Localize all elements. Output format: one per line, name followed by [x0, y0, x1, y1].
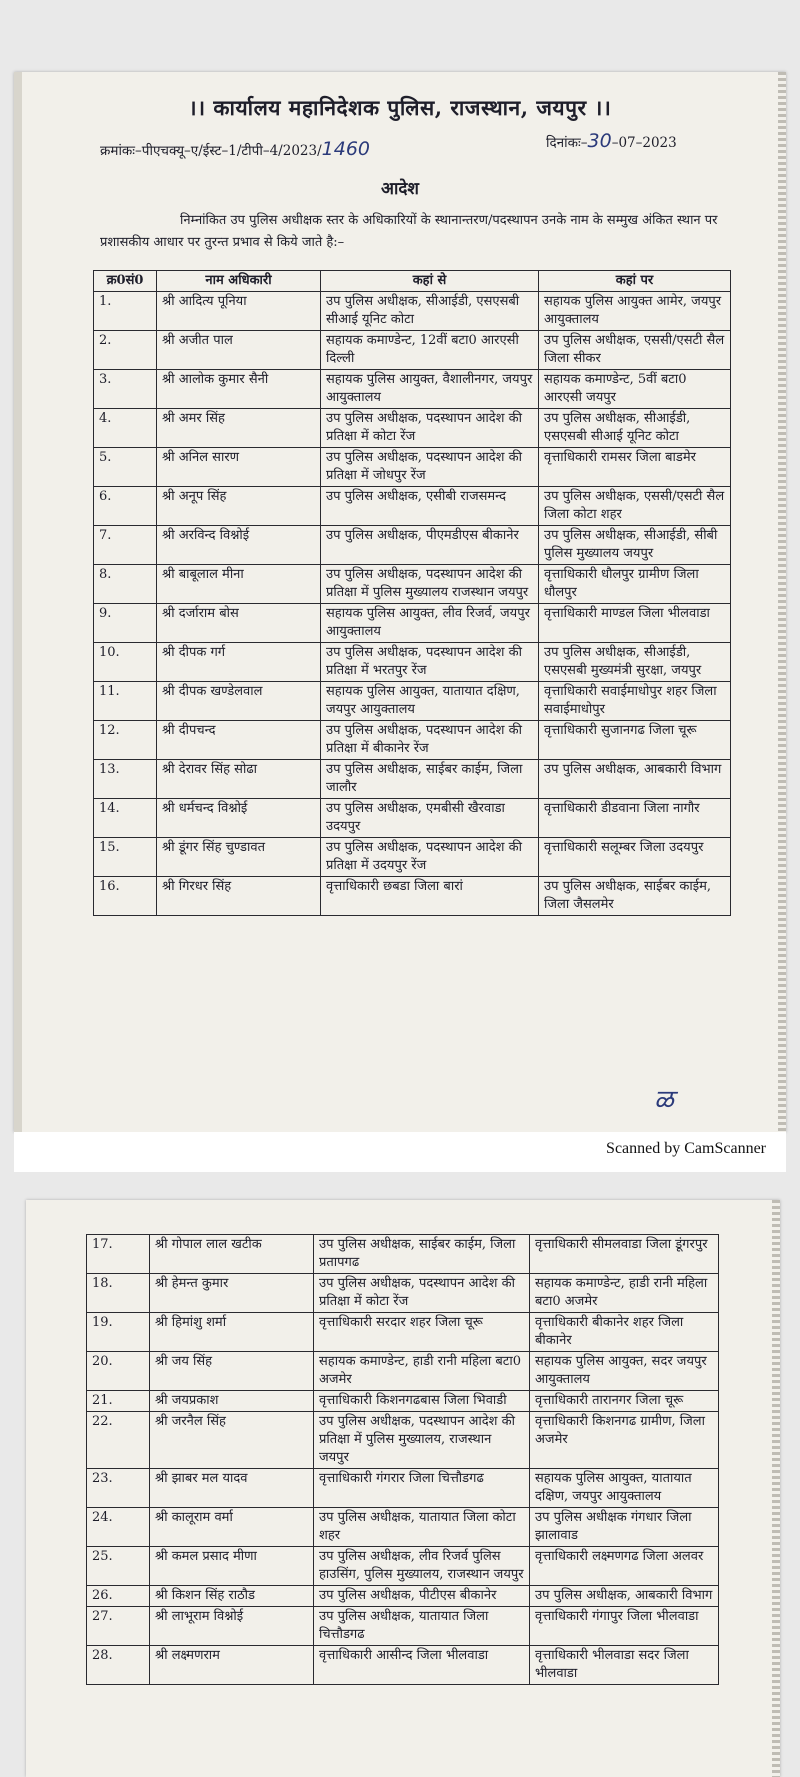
cell-to: वृत्ताधिकारी सुजानगढ जिला चूरू — [539, 721, 731, 760]
cell-to: वृत्ताधिकारी डीडवाना जिला नागौर — [539, 799, 731, 838]
cell-officer-name: श्री धर्मचन्द विश्नोई — [157, 799, 321, 838]
cell-from: उप पुलिस अधीक्षक, पदस्थापन आदेश की प्रतिक्षा में भरतपुर रेंज — [321, 643, 539, 682]
cell-to: वृत्ताधिकारी सवाईमाधोपुर शहर जिला सवाईमाधोपुर — [539, 682, 731, 721]
cell-to: उप पुलिस अधीक्षक गंगधार जिला झालावाड — [530, 1508, 719, 1547]
cell-from: उप पुलिस अधीक्षक, पदस्थापन आदेश की प्रतिक्षा में बीकानेर रेंज — [321, 721, 539, 760]
cell-from: उप पुलिस अधीक्षक, पदस्थापन आदेश की प्रतिक्षा में कोटा रेंज — [314, 1274, 530, 1313]
cell-officer-name: श्री हिमांशु शर्मा — [150, 1313, 314, 1352]
cell-serial: 16. — [94, 877, 157, 916]
cell-to: वृत्ताधिकारी धौलपुर ग्रामीण जिला धौलपुर — [539, 565, 731, 604]
cell-officer-name: श्री डूंगर सिंह चुण्डावत — [157, 838, 321, 877]
cell-to: सहायक कमाण्डेन्ट, हाडी रानी महिला बटा0 अजमेर — [530, 1274, 719, 1313]
cell-serial: 15. — [94, 838, 157, 877]
cell-serial: 1. — [94, 292, 157, 331]
cell-serial: 27. — [87, 1607, 150, 1646]
scanned-page-2 — [26, 1200, 780, 1777]
reference-prefix: क्रमांकः–पीएचक्यू–ए/ईस्ट–1/टीपी–4/2023/ — [100, 143, 322, 159]
cell-officer-name: श्री कमल प्रसाद मीणा — [150, 1547, 314, 1586]
cell-from: उप पुलिस अधीक्षक, साईबर काईम, जिला जालौर — [321, 760, 539, 799]
cell-from: वृत्ताधिकारी आसीन्द जिला भीलवाडा — [314, 1646, 530, 1685]
table-body-page-2 — [87, 1235, 719, 1685]
cell-from: सहायक कमाण्डेन्ट, हाडी रानी महिला बटा0 अजमेर — [314, 1352, 530, 1391]
cell-officer-name: श्री कालूराम वर्मा — [150, 1508, 314, 1547]
cell-to: वृत्ताधिकारी बीकानेर शहर जिला बीकानेर — [530, 1313, 719, 1352]
table-row — [94, 799, 731, 838]
cell-officer-name: श्री दीपक खण्डेलवाल — [157, 682, 321, 721]
handwritten-ref-number: 1460 — [321, 138, 370, 160]
header-to: कहां पर — [539, 271, 731, 292]
cell-serial: 5. — [94, 448, 157, 487]
cell-from: उप पुलिस अधीक्षक, पदस्थापन आदेश की प्रतिक्षा में कोटा रेंज — [321, 409, 539, 448]
order-title: आदेश — [381, 179, 419, 199]
cell-officer-name: श्री हेमन्त कुमार — [150, 1274, 314, 1313]
table-row — [94, 487, 731, 526]
cell-serial: 19. — [87, 1313, 150, 1352]
table-row — [94, 604, 731, 643]
cell-officer-name: श्री अरविन्द विश्नोई — [157, 526, 321, 565]
table-row — [94, 370, 731, 409]
cell-serial: 25. — [87, 1547, 150, 1586]
cell-from: उप पुलिस अधीक्षक, पदस्थापन आदेश की प्रतिक्षा में जोधपुर रेंज — [321, 448, 539, 487]
table-body-page-1 — [94, 292, 731, 916]
cell-from: उप पुलिस अधीक्षक, सीआईडी, एसएसबी सीआई यूनिट कोटा — [321, 292, 539, 331]
order-date — [546, 130, 677, 152]
cell-to: उप पुलिस अधीक्षक, आबकारी विभाग — [530, 1586, 719, 1607]
cell-officer-name: श्री अजीत पाल — [157, 331, 321, 370]
cell-officer-name: श्री जयप्रकाश — [150, 1391, 314, 1412]
order-intro-paragraph: निम्नांकित उप पुलिस अधीक्षक स्तर के अधिकारियों के स्थानान्तरण/पदस्थापन उनके नाम के सम्मुख अंकित स्थान पर प्रशासकीय आधार पर तुरन्त प्रभाव से किये जाते है:– — [100, 213, 718, 250]
cell-officer-name: श्री दीपचन्द — [157, 721, 321, 760]
cell-serial: 12. — [94, 721, 157, 760]
table-row — [87, 1412, 719, 1469]
cell-officer-name: श्री अनिल सारण — [157, 448, 321, 487]
cell-from: वृत्ताधिकारी किशनगढबास जिला भिवाडी — [314, 1391, 530, 1412]
cell-to: वृत्ताधिकारी तारानगर जिला चूरू — [530, 1391, 719, 1412]
cell-to: वृत्ताधिकारी किशनगढ ग्रामीण, जिला अजमेर — [530, 1412, 719, 1469]
cell-to: सहायक पुलिस आयुक्त, यातायात दक्षिण, जयपुर आयुक्तालय — [530, 1469, 719, 1508]
cell-from: उप पुलिस अधीक्षक, यातायात जिला कोटा शहर — [314, 1508, 530, 1547]
cell-serial: 7. — [94, 526, 157, 565]
table-row — [87, 1586, 719, 1607]
handwritten-initials: ळ — [654, 1085, 674, 1115]
table-row — [94, 760, 731, 799]
cell-serial: 2. — [94, 331, 157, 370]
table-row — [87, 1607, 719, 1646]
cell-from: उप पुलिस अधीक्षक, यातायात जिला चित्तौडगढ — [314, 1607, 530, 1646]
table-row — [94, 565, 731, 604]
cell-officer-name: श्री गिरधर सिंह — [157, 877, 321, 916]
table-row — [87, 1547, 719, 1586]
header-officer-name: नाम अधिकारी — [157, 271, 321, 292]
cell-officer-name: श्री देरावर सिंह सोढा — [157, 760, 321, 799]
transfer-table-page-1 — [93, 270, 731, 916]
cell-to: उप पुलिस अधीक्षक, साईबर काईम, जिला जैसलमेर — [539, 877, 731, 916]
cell-officer-name: श्री बाबूलाल मीना — [157, 565, 321, 604]
cell-to: उप पुलिस अधीक्षक, एससी/एसटी सैल जिला सीकर — [539, 331, 731, 370]
reference-number — [100, 138, 370, 160]
cell-from: सहायक पुलिस आयुक्त, वैशालीनगर, जयपुर आयुक्तालय — [321, 370, 539, 409]
cell-to: उप पुलिस अधीक्षक, आबकारी विभाग — [539, 760, 731, 799]
table-row — [87, 1313, 719, 1352]
cell-to: उप पुलिस अधीक्षक, सीआईडी, एसएसबी सीआई यूनिट कोटा — [539, 409, 731, 448]
table-row — [87, 1646, 719, 1685]
handwritten-date-day: 30 — [587, 130, 612, 152]
cell-from: वृत्ताधिकारी सरदार शहर जिला चूरू — [314, 1313, 530, 1352]
cell-from: वृत्ताधिकारी गंगरार जिला चित्तौडगढ — [314, 1469, 530, 1508]
scanner-watermark: Scanned by CamScanner — [606, 1140, 766, 1157]
cell-officer-name: श्री आलोक कुमार सैनी — [157, 370, 321, 409]
cell-officer-name: श्री अनूप सिंह — [157, 487, 321, 526]
cell-to: वृत्ताधिकारी माण्डल जिला भीलवाडा — [539, 604, 731, 643]
cell-to: वृत्ताधिकारी सलूम्बर जिला उदयपुर — [539, 838, 731, 877]
scanner-footer-bar — [14, 1132, 786, 1172]
table-row — [87, 1274, 719, 1313]
cell-from: उप पुलिस अधीक्षक, एसीबी राजसमन्द — [321, 487, 539, 526]
cell-serial: 23. — [87, 1469, 150, 1508]
cell-officer-name: श्री अमर सिंह — [157, 409, 321, 448]
scanned-page-1 — [14, 72, 786, 1132]
cell-to: उप पुलिस अधीक्षक, एससी/एसटी सैल जिला कोटा शहर — [539, 487, 731, 526]
cell-officer-name: श्री दर्जाराम बोस — [157, 604, 321, 643]
cell-officer-name: श्री लक्ष्मणराम — [150, 1646, 314, 1685]
header-serial: क्र0सं0 — [94, 271, 157, 292]
cell-from: वृत्ताधिकारी छबडा जिला बारां — [321, 877, 539, 916]
office-heading: ।। कार्यालय महानिदेशक पुलिस, राजस्थान, जयपुर ।। — [188, 95, 612, 120]
cell-to: उप पुलिस अधीक्षक, सीआईडी, एसएसबी मुख्यमंत्री सुरक्षा, जयपुर — [539, 643, 731, 682]
cell-serial: 22. — [87, 1412, 150, 1469]
transfer-table-page-2 — [86, 1234, 719, 1685]
cell-to: उप पुलिस अधीक्षक, सीआईडी, सीबी पुलिस मुख्यालय जयपुर — [539, 526, 731, 565]
cell-serial: 9. — [94, 604, 157, 643]
cell-from: उप पुलिस अधीक्षक, एमबीसी खैरवाडा उदयपुर — [321, 799, 539, 838]
cell-serial: 26. — [87, 1586, 150, 1607]
cell-officer-name: श्री किशन सिंह राठौड — [150, 1586, 314, 1607]
cell-serial: 3. — [94, 370, 157, 409]
table-row — [87, 1508, 719, 1547]
cell-from: सहायक पुलिस आयुक्त, लीव रिजर्व, जयपुर आयुक्तालय — [321, 604, 539, 643]
date-prefix: दिनांकः– — [546, 135, 588, 151]
cell-officer-name: श्री जय सिंह — [150, 1352, 314, 1391]
cell-to: वृत्ताधिकारी भीलवाडा सदर जिला भीलवाडा — [530, 1646, 719, 1685]
table-row — [94, 448, 731, 487]
table-row — [94, 526, 731, 565]
cell-serial: 14. — [94, 799, 157, 838]
cell-serial: 21. — [87, 1391, 150, 1412]
cell-serial: 4. — [94, 409, 157, 448]
cell-from: उप पुलिस अधीक्षक, साईबर काईम, जिला प्रतापगढ — [314, 1235, 530, 1274]
cell-serial: 18. — [87, 1274, 150, 1313]
cell-from: सहायक कमाण्डेन्ट, 12वीं बटा0 आरएसी दिल्ली — [321, 331, 539, 370]
cell-to: सहायक पुलिस आयुक्त, सदर जयपुर आयुक्तालय — [530, 1352, 719, 1391]
table-row — [94, 409, 731, 448]
page-edge-left — [14, 72, 22, 1132]
table-row — [94, 838, 731, 877]
cell-to: वृत्ताधिकारी लक्ष्मणगढ जिला अलवर — [530, 1547, 719, 1586]
cell-officer-name: श्री दीपक गर्ग — [157, 643, 321, 682]
cell-from: उप पुलिस अधीक्षक, पीएमडीएस बीकानेर — [321, 526, 539, 565]
cell-to: सहायक कमाण्डेन्ट, 5वीं बटा0 आरएसी जयपुर — [539, 370, 731, 409]
cell-from: उप पुलिस अधीक्षक, पदस्थापन आदेश की प्रतिक्षा में पुलिस मुख्यालय राजस्थान जयपुर — [321, 565, 539, 604]
cell-officer-name: श्री गोपाल लाल खटीक — [150, 1235, 314, 1274]
cell-from: उप पुलिस अधीक्षक, पदस्थापन आदेश की प्रतिक्षा में उदयपुर रेंज — [321, 838, 539, 877]
date-rest: –07–2023 — [611, 135, 677, 151]
cell-from: उप पुलिस अधीक्षक, लीव रिजर्व पुलिस हाउसिंग, पुलिस मुख्यालय, राजस्थान जयपुर — [314, 1547, 530, 1586]
cell-serial: 11. — [94, 682, 157, 721]
cell-from: उप पुलिस अधीक्षक, पदस्थापन आदेश की प्रतिक्षा में पुलिस मुख्यालय, राजस्थान जयपुर — [314, 1412, 530, 1469]
table-row — [94, 682, 731, 721]
cell-serial: 8. — [94, 565, 157, 604]
table-row — [94, 331, 731, 370]
table-row — [87, 1352, 719, 1391]
cell-officer-name: श्री जरनैल सिंह — [150, 1412, 314, 1469]
table-row — [94, 721, 731, 760]
cell-to: वृत्ताधिकारी गंगापुर जिला भीलवाडा — [530, 1607, 719, 1646]
cell-to: वृत्ताधिकारी सीमलवाडा जिला डूंगरपुर — [530, 1235, 719, 1274]
cell-serial: 17. — [87, 1235, 150, 1274]
cell-serial: 6. — [94, 487, 157, 526]
cell-officer-name: श्री लाभूराम विश्नोई — [150, 1607, 314, 1646]
table-row — [94, 292, 731, 331]
cell-from: उप पुलिस अधीक्षक, पीटीएस बीकानेर — [314, 1586, 530, 1607]
cell-officer-name: श्री झाबर मल यादव — [150, 1469, 314, 1508]
cell-officer-name: श्री आदित्य पूनिया — [157, 292, 321, 331]
cell-to: वृत्ताधिकारी रामसर जिला बाडमेर — [539, 448, 731, 487]
header-from: कहां से — [321, 271, 539, 292]
cell-serial: 28. — [87, 1646, 150, 1685]
table-header-row — [94, 271, 731, 292]
cell-serial: 13. — [94, 760, 157, 799]
cell-serial: 20. — [87, 1352, 150, 1391]
cell-serial: 10. — [94, 643, 157, 682]
table-row — [87, 1469, 719, 1508]
table-row — [87, 1391, 719, 1412]
page-edge-right — [772, 1200, 780, 1777]
table-row — [94, 643, 731, 682]
table-row — [94, 877, 731, 916]
page-edge-right — [778, 72, 786, 1132]
cell-to: सहायक पुलिस आयुक्त आमेर, जयपुर आयुक्तालय — [539, 292, 731, 331]
cell-serial: 24. — [87, 1508, 150, 1547]
table-row — [87, 1235, 719, 1274]
cell-from: सहायक पुलिस आयुक्त, यातायात दक्षिण, जयपुर आयुक्तालय — [321, 682, 539, 721]
